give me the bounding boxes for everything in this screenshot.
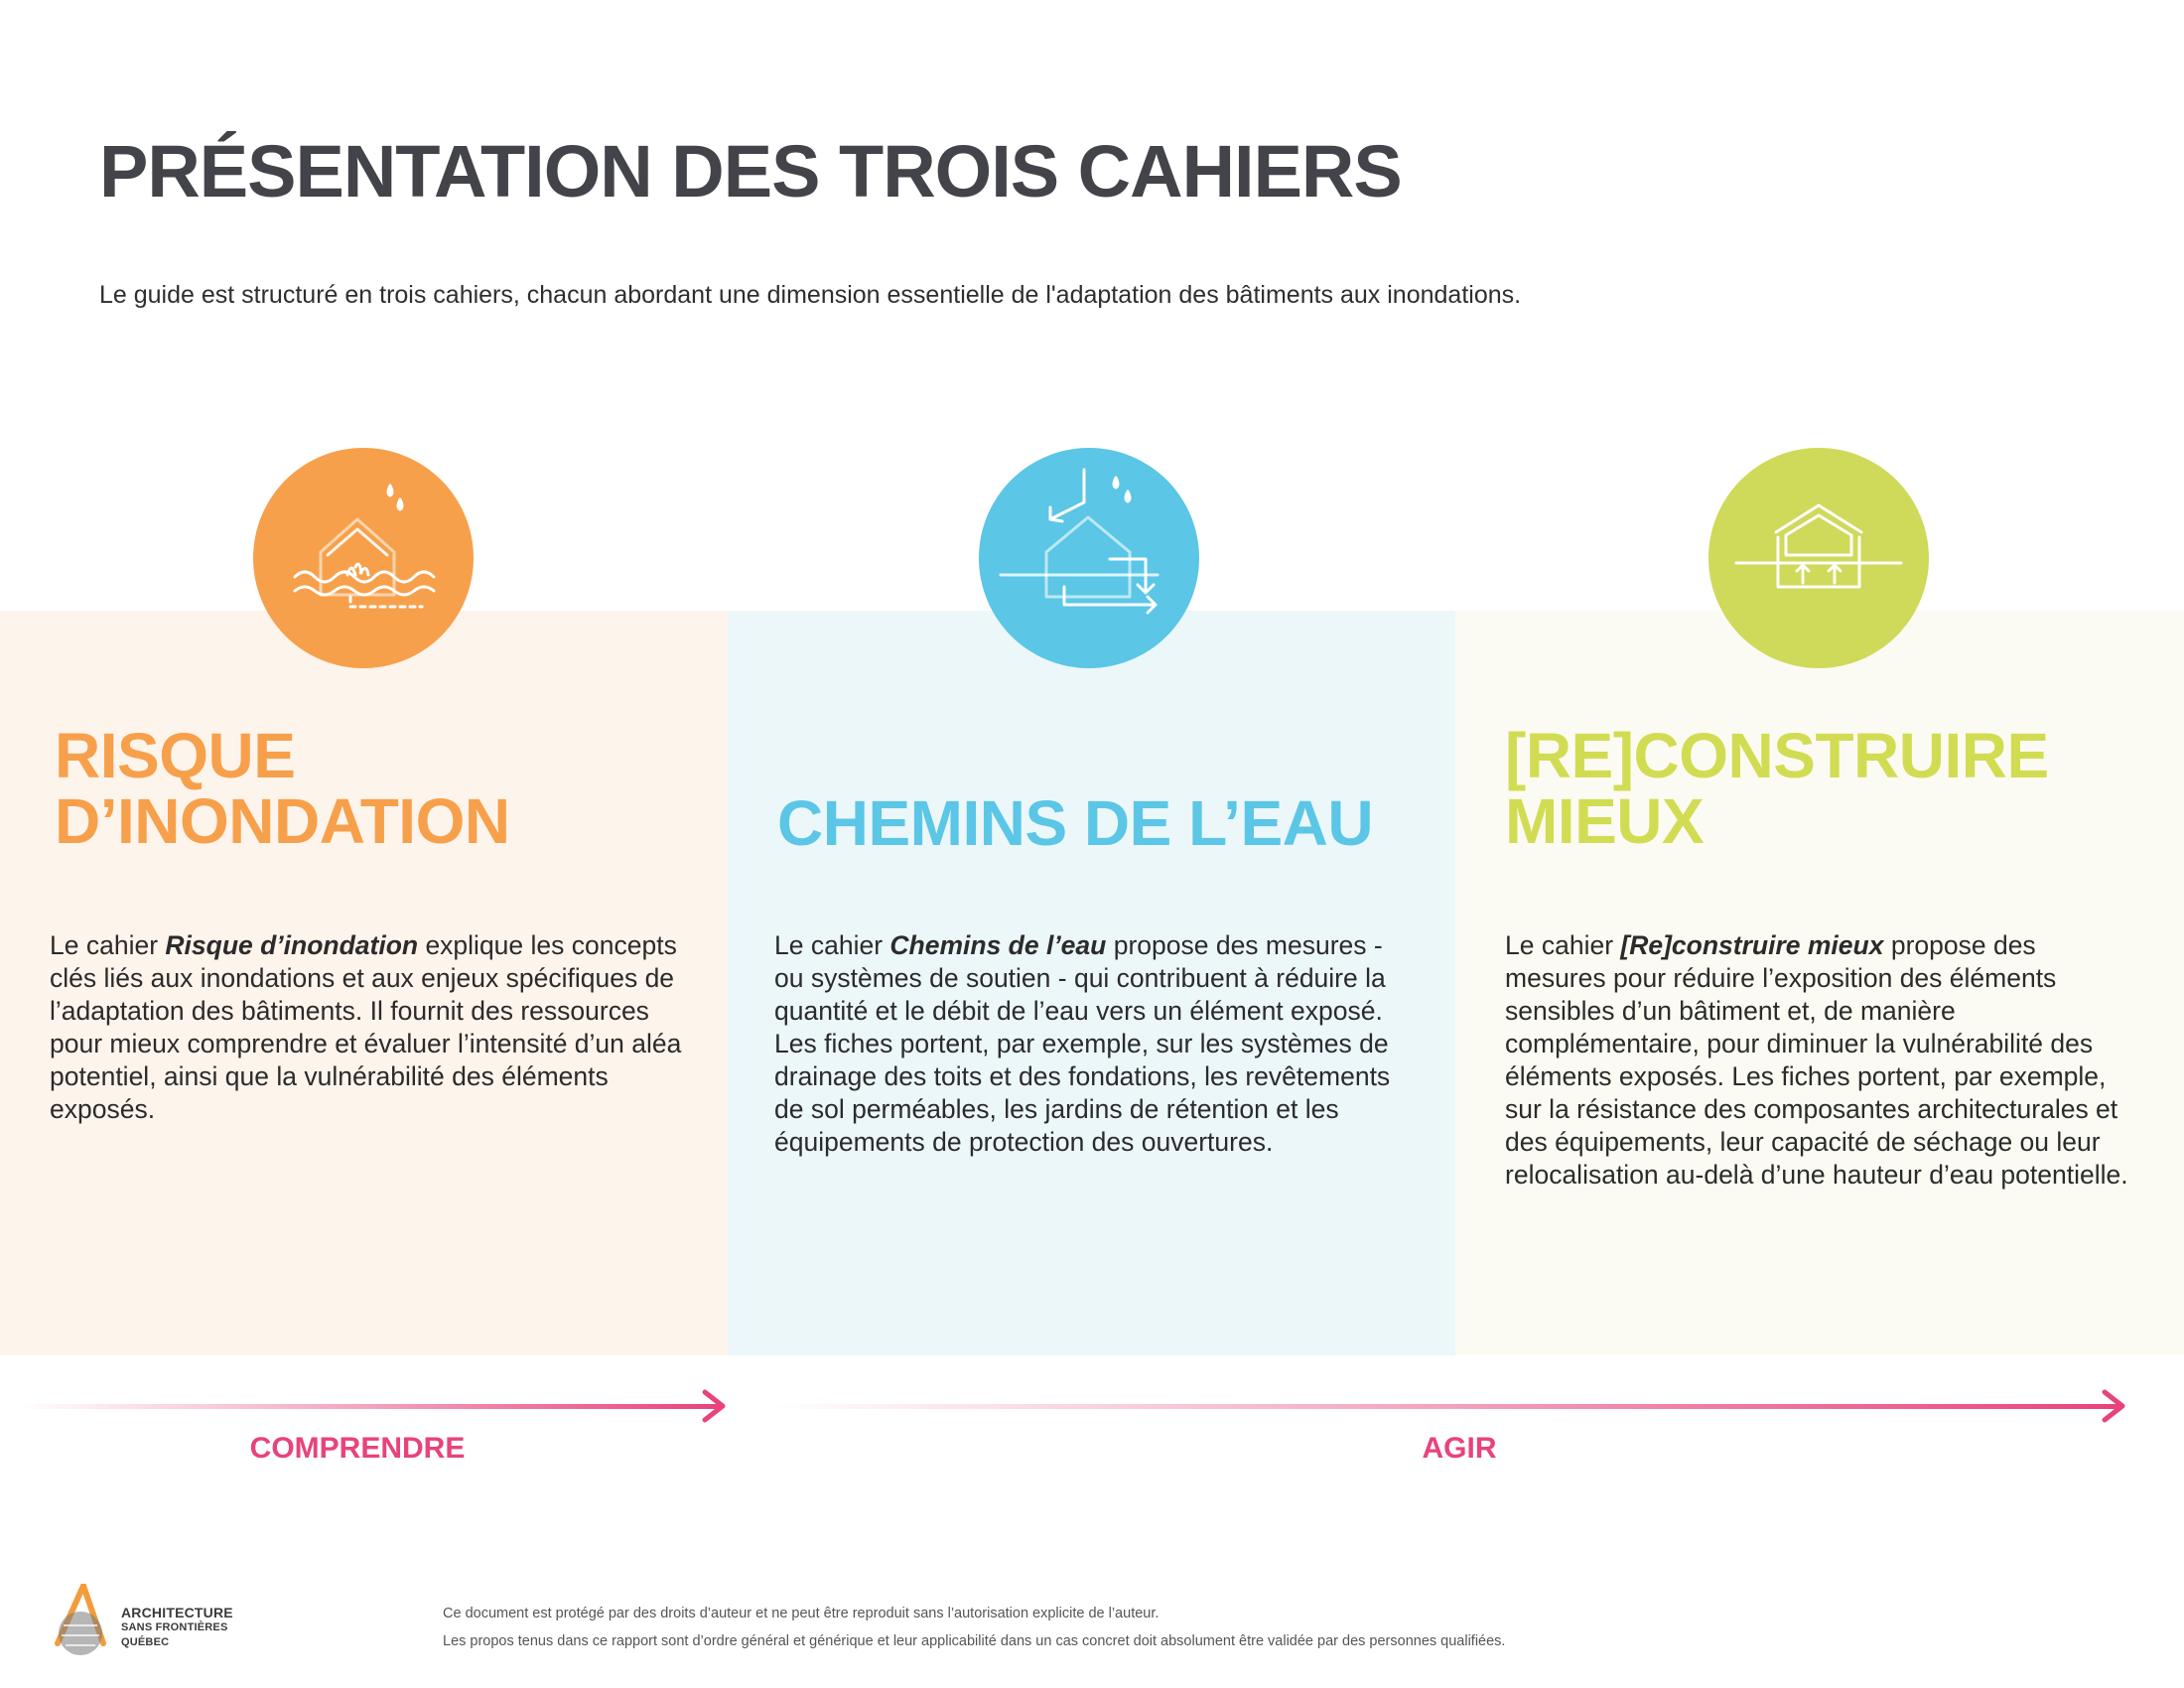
comprendre-arrow-icon xyxy=(20,1388,730,1424)
heading-reconstruire xyxy=(1505,720,2049,857)
heading-reconstruire-line2: MIEUX xyxy=(1505,785,1705,857)
disclaimer-validity: Les propos tenus dans ce rapport sont d’ordre général et générique et leur applicabilité dans un cas concret doit absolument être validée par des personnes qualifiées. xyxy=(443,1633,1506,1649)
description-chemins-after: propose des mesures - ou systèmes de soutien - qui contribuent à réduire la quantité et le débit de l’eau vers un élément exposé. Les fiches portent, par exemple, sur les systèmes de drainage des toits et des fondations, les revêtements de sol perméables, les jardins de rétention et les équipements de protection des ouvertures. xyxy=(774,930,1391,1157)
logo-line2: SANS FRONTIÈRES xyxy=(121,1621,228,1633)
heading-reconstruire-line1: [RE]CONSTRUIRE xyxy=(1505,720,2049,791)
description-chemins-emphasis: Chemins de l’eau xyxy=(889,930,1107,960)
description-risque-before: Le cahier xyxy=(50,930,166,960)
logo-line1: ARCHITECTURE xyxy=(121,1605,233,1620)
page-title: PRÉSENTATION DES TROIS CAHIERS xyxy=(99,130,1402,212)
disclaimer-copyright: Ce document est protégé par des droits d’auteur et ne peut être reproduit sans l’autorisation explicite de l’auteur. xyxy=(443,1606,1160,1621)
logo xyxy=(48,1584,266,1663)
flooded-house-icon xyxy=(253,448,474,668)
phase-label-comprendre: COMPRENDRE xyxy=(249,1432,466,1465)
heading-chemins xyxy=(777,787,1374,859)
description-risque xyxy=(50,929,695,1126)
description-reconstruire-before: Le cahier xyxy=(1505,930,1621,960)
heading-chemins-line1: CHEMINS DE L’EAU xyxy=(777,787,1374,859)
description-reconstruire xyxy=(1505,929,2140,1192)
agir-arrow-icon xyxy=(774,1388,2129,1424)
description-chemins xyxy=(774,929,1410,1159)
description-reconstruire-after: propose des mesures pour réduire l’exposition des éléments sensibles d’un bâtiment et, de manière complémentaire, pour diminuer la vulnérabilité des éléments exposés. Les fiches portent, par exemple, sur la résistance des composantes architecturales et des équipements, leur capacité de séchage ou leur relocalisation au-delà d’une hauteur d’eau potentielle. xyxy=(1505,930,2128,1190)
phase-label-agir: AGIR xyxy=(1422,1432,1497,1465)
description-reconstruire-emphasis: [Re]construire mieux xyxy=(1620,930,1884,960)
description-chemins-before: Le cahier xyxy=(774,930,890,960)
water-path-icon xyxy=(979,448,1199,668)
heading-risque-line1: RISQUE xyxy=(55,720,296,791)
intro-text: Le guide est structuré en trois cahiers, chacun abordant une dimension essentielle de l'adaptation des bâtiments aux inondations. xyxy=(99,281,1522,309)
logo-mark-icon xyxy=(48,1584,113,1663)
heading-risque-line2: D’INONDATION xyxy=(55,785,510,857)
logo-line3: QUÉBEC xyxy=(121,1636,170,1648)
description-risque-after: explique les concepts clés liés aux inondations et aux enjeux spécifiques de l’adaptation des bâtiments. Il fournit des ressources pour mieux comprendre et évaluer l’intensité d’un aléa potentiel, ainsi que la vulnérabilité des éléments exposés. xyxy=(50,930,682,1124)
heading-risque xyxy=(55,720,510,857)
logo-text xyxy=(121,1606,233,1650)
raised-house-icon xyxy=(1708,448,1929,668)
description-risque-emphasis: Risque d’inondation xyxy=(165,930,419,960)
